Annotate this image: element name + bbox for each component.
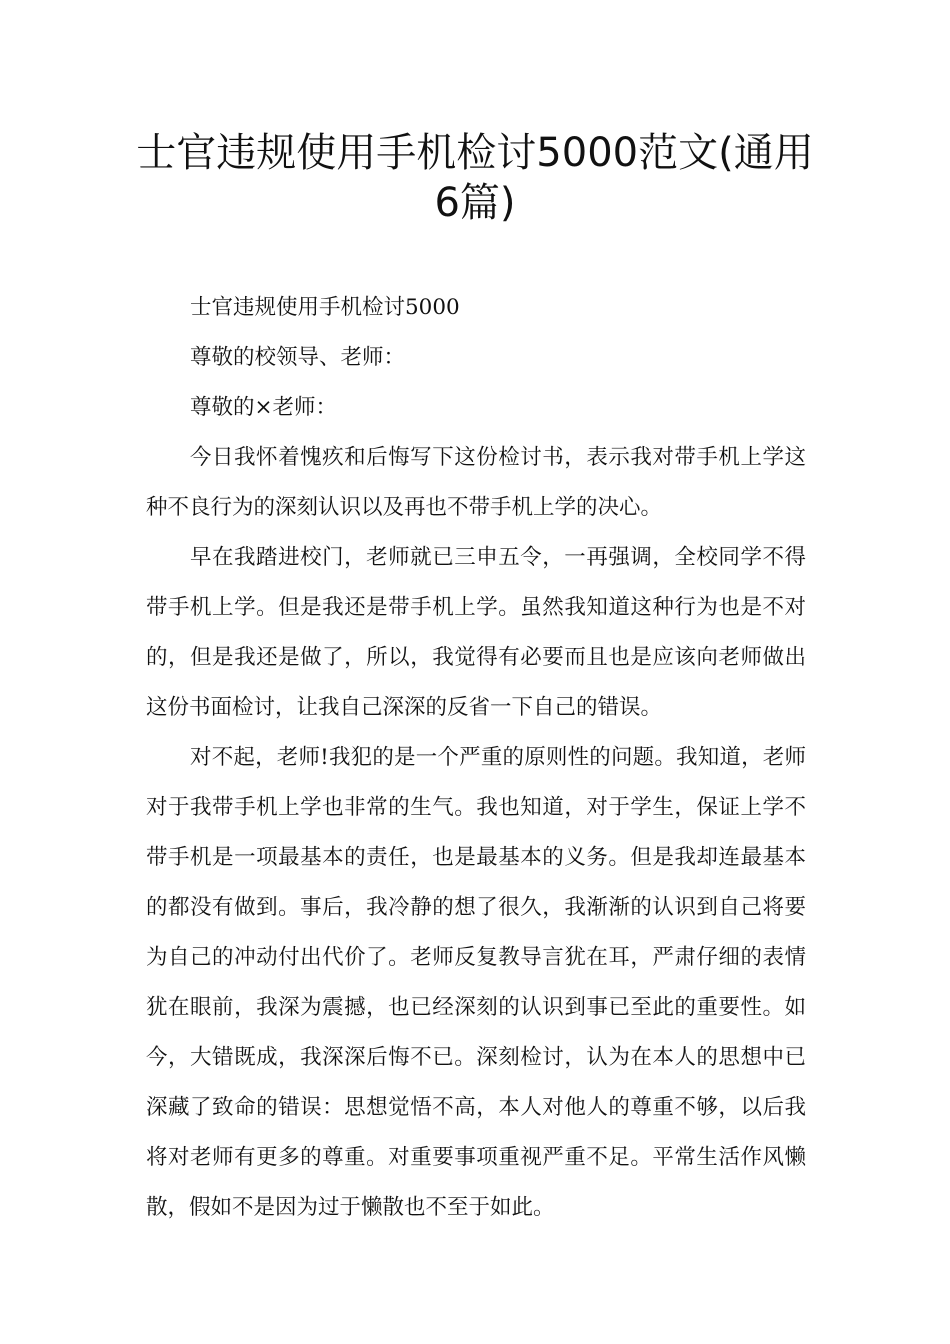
body-paragraph: 早在我踏进校门，老师就已三申五令，一再强调，全校同学不得带手机上学。但是我还是带手机上学。虽然我知道这种行为也是不对的，但是我还是做了，所以，我觉得有必要而且也是应该向老师做出这份书面检讨，让我自己深深的反省一下自己的错误。 bbox=[146, 545, 806, 720]
document-title bbox=[120, 128, 830, 228]
salutation-paragraph: 尊敬的×老师： bbox=[190, 395, 338, 420]
body-paragraph: 对不起，老师!我犯的是一个严重的原则性的问题。我知道，老师对于我带手机上学也非常的生气。我也知道，对于学生，保证上学不带手机是一项最基本的责任，也是最基本的义务。但是我却连最基本的都没有做到。事后，我冷静的想了很久，我渐渐的认识到自己将要为自己的冲动付出代价了。老师反复教导言犹在耳，严肃仔细的表情犹在眼前，我深为震撼，也已经深刻的认识到事已至此的重要性。如今，大错既成，我深深后悔不已。深刻检讨，认为在本人的思想中已深藏了致命的错误：思想觉悟不高，本人对他人的尊重不够，以后我将对老师有更多的尊重。对重要事项重视严重不足。平常生活作风懒散，假如不是因为过于懒散也不至于如此。 bbox=[146, 745, 806, 1220]
title-line-2: 6篇) bbox=[434, 180, 516, 226]
heading-paragraph: 士官违规使用手机检讨5000 bbox=[190, 295, 460, 320]
title-line-1: 士官违规使用手机检讨5000范文(通用 bbox=[136, 130, 814, 176]
body-paragraph: 今日我怀着愧疚和后悔写下这份检讨书，表示我对带手机上学这种不良行为的深刻认识以及再也不带手机上学的决心。 bbox=[146, 445, 806, 520]
salutation-paragraph: 尊敬的校领导、老师： bbox=[190, 345, 406, 370]
document-body bbox=[146, 283, 806, 1233]
